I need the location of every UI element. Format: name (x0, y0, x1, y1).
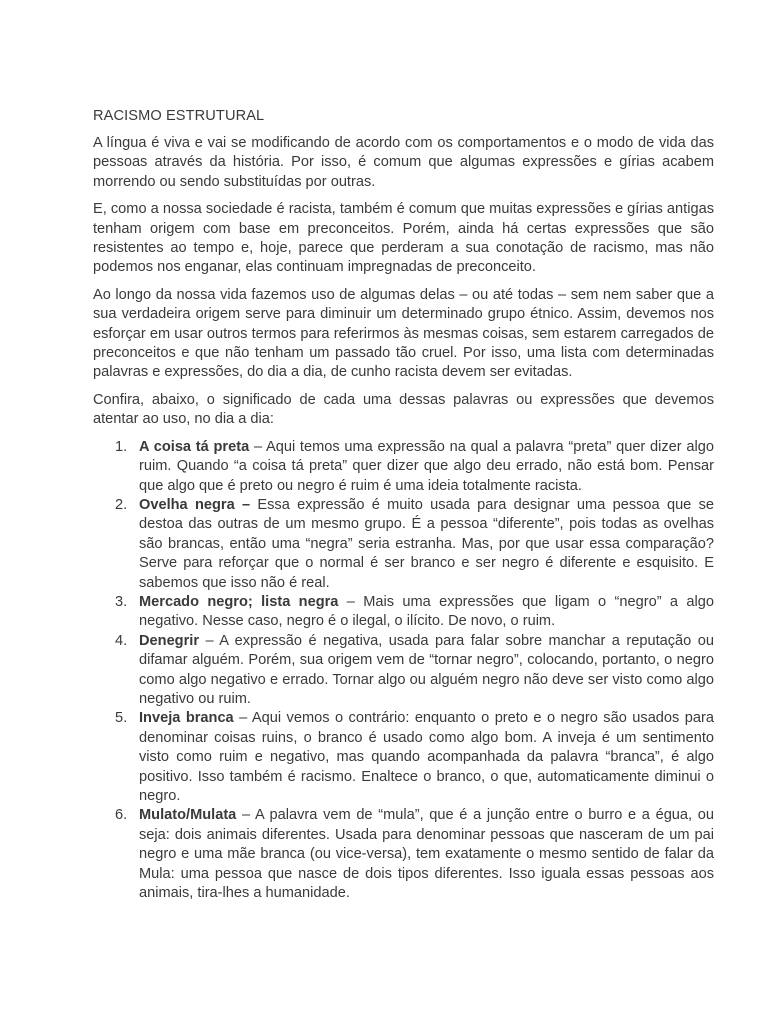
paragraph-usage: Ao longo da nossa vida fazemos uso de algumas delas – ou até todas – sem nem saber que a sua verdadeira origem serve para diminuir um determinado grupo étnico. Assim, devemos nos esforçar em usar outros termos para referirmos às mesmas coisas, sem estarem carregados de preconceitos e que não tenham um passado tão cruel. Por isso, uma lista com determinadas palavras e expressões, do dia a dia, de cunho racista devem ser evitadas. (93, 286, 714, 381)
list-item (93, 593, 714, 632)
list-item-number: 4. (115, 632, 128, 649)
list-item-text: – A expressão é negativa, usada para falar sobre manchar a reputação ou difamar alguém. Porém, sua origem vem de “tornar negro”, colocando, portanto, o negro como algo negativo e errado. Tornar algo ou alguém negro não deve ser visto como algo negativo ou ruim. (139, 632, 714, 707)
list-item-text: – Mais uma expressões que ligam o “negro” a algo negativo. Nesse caso, negro é o ilegal, o ilícito. De novo, o ruim. (139, 593, 714, 630)
list-item-term: A coisa tá preta (139, 438, 250, 455)
list-item (93, 632, 714, 710)
list-item-number: 2. (115, 496, 128, 513)
list-item-text: – A palavra vem de “mula”, que é a junção entre o burro e a égua, ou seja: dois animais diferentes. Usada para denominar pessoas que nasceram de um pai negro e uma mãe branca (ou vice-versa), tem exatamente o mesmo sentido de falar da Mula: uma pessoa que nasce de dois tipos diferentes. Isso iguala essas pessoas aos animais, tira-lhes a humanidade. (139, 807, 714, 902)
list-item-term: Ovelha negra – (139, 496, 251, 513)
expressions-list (93, 438, 714, 904)
paragraph-list-intro: Confira, abaixo, o significado de cada uma dessas palavras ou expressões que devemos atentar ao uso, no dia a dia: (93, 391, 714, 428)
document-title: RACISMO ESTRUTURAL (93, 108, 265, 124)
list-item-number: 3. (115, 593, 128, 610)
paragraph-society: E, como a nossa sociedade é racista, também é comum que muitas expressões e gírias antigas tenham origem com base em preconceitos. Porém, ainda há certas expressões que são resistentes ao tempo e, hoje, parece que perderam a sua conotação de racismo, mas não podemos nos enganar, elas continuam impregnadas de preconceito. (93, 201, 714, 276)
list-item-text: – Aqui temos uma expressão na qual a palavra “preta” quer dizer algo ruim. Quando “a coisa tá preta” quer dizer que algo deu errado, não está bom. Pensar que algo que é preto ou negro é ruim é uma ideia totalmente racista. (139, 438, 714, 494)
list-item-number: 5. (115, 710, 128, 727)
list-item-term: Mulato/Mulata (139, 807, 237, 824)
list-item (93, 496, 714, 593)
list-item (93, 709, 714, 806)
list-item-term: Mercado negro; lista negra (139, 593, 339, 610)
list-item-text: Essa expressão é muito usada para designar uma pessoa que se destoa das outras de um mesmo grupo. É a pessoa “diferente”, pois todas as ovelhas são brancas, então uma “negra” seria estranha. Mas, por que usar essa comparação? Serve para reforçar que o normal é ser branco e ser negro é diferente e esquisito. E sabemos que isso não é real. (139, 496, 715, 591)
list-item-text: – Aqui vemos o contrário: enquanto o preto e o negro são usados para denominar coisas ruins, o branco é usado como algo bom. A inveja é um sentimento visto como ruim e negativo, mas quando acompanhada da palavra “branca”, é algo positivo. Isso também é racismo. Enaltece o branco, o que, automaticamente diminui o negro. (139, 710, 714, 804)
list-item-number: 6. (115, 807, 128, 824)
list-item-term: Denegrir (139, 632, 200, 649)
list-item (93, 438, 714, 496)
list-item-number: 1. (115, 438, 128, 455)
list-item-term: Inveja branca (139, 710, 234, 727)
list-item (93, 806, 714, 903)
paragraph-intro: A língua é viva e vai se modificando de acordo com os comportamentos e o modo de vida das pessoas através da história. Por isso, é comum que algumas expressões e gírias acabem morrendo ou sendo substituídas por outras. (93, 135, 714, 190)
